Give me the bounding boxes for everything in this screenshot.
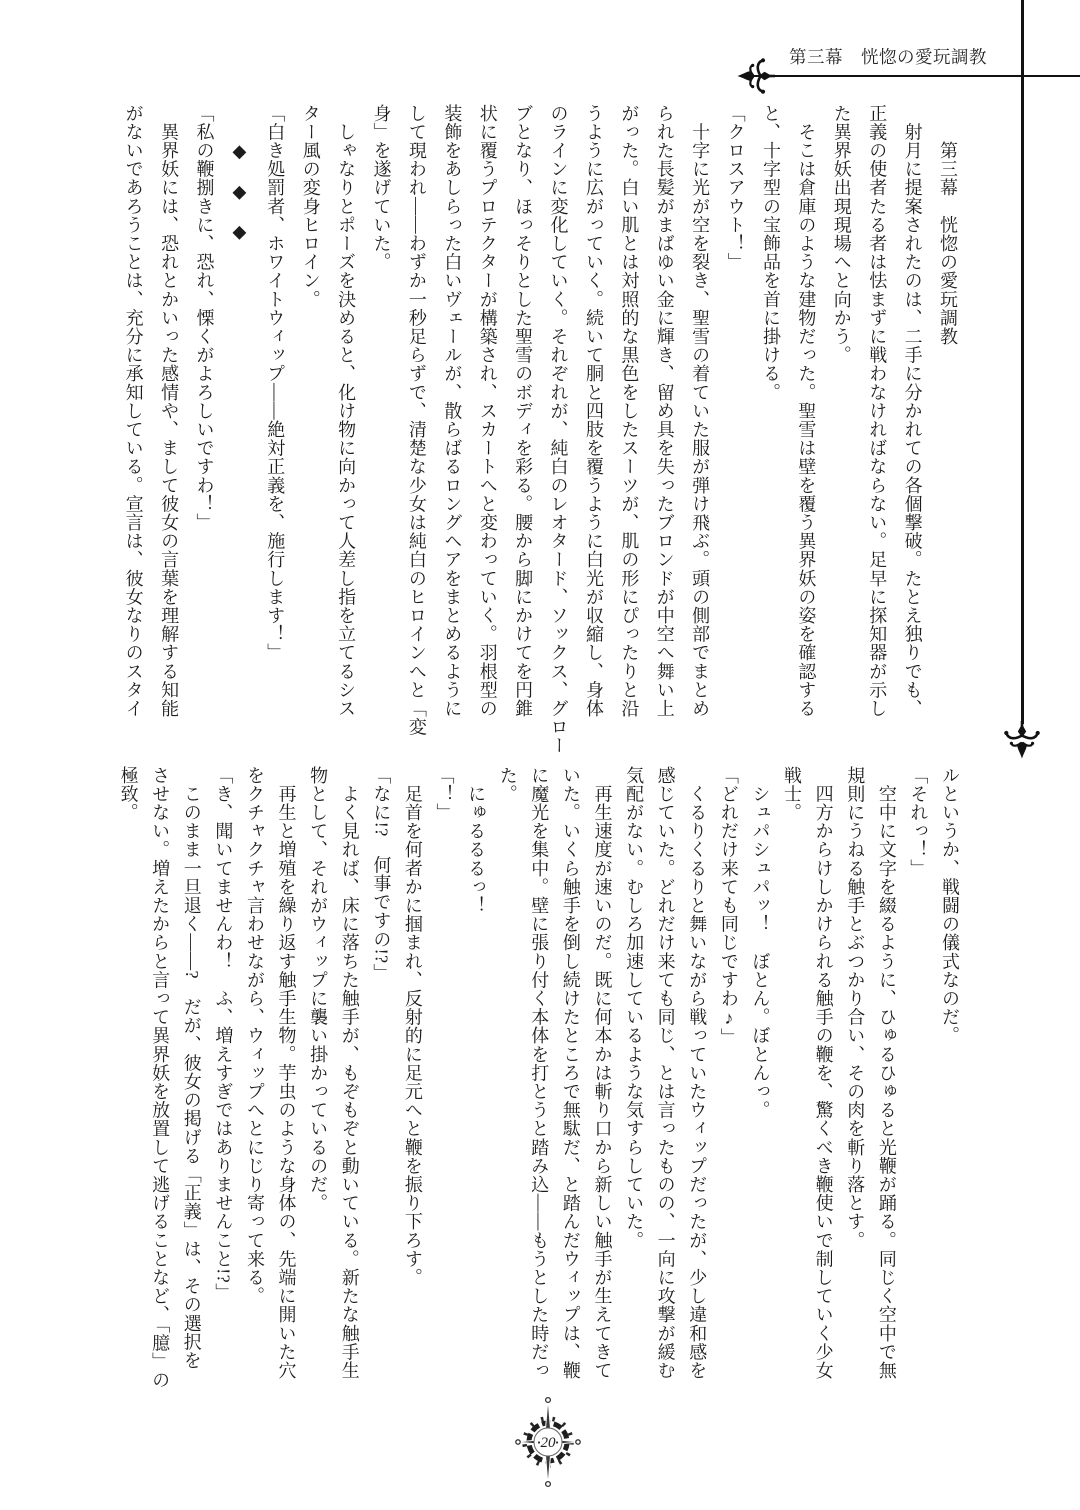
compass-star-icon [510,1396,586,1488]
text-line: に魔光を集中。壁に張り付く本体を打とうと踏み込――もうとした時だっ [529,766,550,1380]
text-line: がないであろうことは、充分に承知している。宣言は、彼女なりのスタイ [123,104,144,718]
text-line: いた。いくら触手を倒し続けたところで無駄だ、と踏んだウィップは、鞭 [560,766,581,1380]
text-line: 射月に提案されたのは、二手に分かれての各個撃破。たとえ独りでも、 [902,104,923,718]
header-rule [752,75,1080,78]
text-line: 物として、それがウィップに襲い掛かっているのだ。 [308,766,329,1213]
text-line: 「白き処罰者、ホワイトウィップ――絶対正義を、施行します！」 [265,104,286,662]
text-line: させない。増えたからと言って異界妖を放置して逃げることなど、「臆」の [150,766,171,1390]
text-line: 足首を何者かに掴まれ、反射的に足元へと鞭を振り下ろす。 [402,766,423,1287]
text-line: くるりくるりと舞いながら戦っていたウィップだったが、少し違和感を [687,766,708,1380]
text-line: た。 [497,766,518,804]
text-line: られた長髪がまばゆい金に輝き、留め具を失ったブロンドが中空へ舞い上 [654,104,675,718]
text-line: 身」を遂げていた。 [371,104,392,272]
text-line: 再生速度が速いのだ。既に何本かは斬り口から新しい触手が生えてきて [592,766,613,1380]
text-line: そこは倉庫のような建物だった。聖雪は壁を覆う異界妖の姿を確認する [796,104,817,718]
text-line: ブとなり、ほっそりとした聖雪のボディを彩る。腰から脚にかけてを円錐 [513,104,534,718]
text-line: しゃなりとポーズを決めると、化け物に向かって人差し指を立てるシス [336,104,357,718]
text-line: 四方からけしかけられる触手の鞭を、驚くべき鞭使いで制していく少女 [813,766,834,1380]
text-line: 十字に光が空を裂き、聖雪の着ていた服が弾け飛ぶ。頭の側部でまとめ [690,104,711,718]
text-line: 第三幕 恍惚の愛玩調教 [938,104,958,346]
text-line: 感じていた。どれだけ来ても同じ、とは言ったものの、一向に攻撃が緩む [655,766,676,1380]
text-line: ルというか、戦闘の儀式なのだ。 [940,766,960,1045]
text-line: 「どれだけ来ても同じですわ♪」 [718,766,739,1047]
text-line: ◆ ◆ ◆ [229,104,250,244]
page-number: 20 [540,1435,556,1451]
text-line: 再生と増殖を繰り返す触手生物。芋虫のような身体の、先端に開いた穴 [276,766,297,1380]
text-line: 「！」 [434,766,455,822]
text-line: 「私の鞭捌きに、恐れ、慄くがよろしいですわ！」 [194,104,215,532]
text-line: して現われ――わずか一秒足らずで、清楚な少女は純白のヒロインへと「変 [406,104,427,737]
header-fleur-ornament-icon [735,56,775,96]
text-line: 状に覆うプロテクターが構築され、スカートへと変わっていく。羽根型の [477,104,498,718]
text-line: と、十字型の宝飾品を首に掛ける。 [760,104,781,402]
text-line: うように広がっていく。続いて胴と四肢を覆うように白光が収縮し、身体 [583,104,604,718]
text-line: がった。白い肌とは対照的な黒色をしたスーツが、肌の形にぴったりと沿 [619,104,640,718]
rule-end-fleur-ornament-icon [1002,721,1042,761]
text-line: をクチャクチャ言わせながら、ウィップへとにじり寄って来る。 [244,766,265,1306]
text-block-bottom [112,766,965,1448]
text-line: 「き、聞いてませんわ！ ふ、増えすぎではありませんこと!?」 [213,766,234,1302]
text-line: このまま一旦退く――? だが、彼女の掲げる「正義」は、その選択を [181,766,202,1370]
text-line: 気配がない。むしろ加速しているような気すらしていた。 [624,766,645,1250]
text-line: 「それっ！」 [908,766,929,878]
text-line: 空中に文字を綴るように、ひゅるひゅると光鞭が踊る。同じく空中で無 [876,766,897,1380]
text-line: 「なに!? 何事ですの!?」 [371,766,392,983]
text-line: ター風の変身ヒロイン。 [300,104,321,309]
text-line: 極致。 [118,766,139,822]
right-margin-rule [1021,0,1024,724]
text-line: 戦士。 [782,766,803,822]
text-line: た異界妖出現現場へと向かう。 [831,104,852,365]
text-line: よく見れば、床に落ちた触手が、もぞもぞと動いている。新たな触手生 [339,766,360,1380]
text-line: のラインに変化していく。それぞれが、純白のレオタード、ソックス、グロー [548,104,569,755]
text-line: 規則にうねる触手とぶつかり合い、その肉を斬り落とす。 [845,766,866,1250]
text-line: 異界妖には、恐れとかいった感情や、まして彼女の言葉を理解する知能 [159,104,180,718]
text-line: にゅるるるっ！ [466,766,487,915]
text-block-top [115,104,965,756]
text-line: 装飾をあしらった白いヴェールが、散らばるロングヘアをまとめるように [442,104,463,718]
running-head-chapter-title: 第三幕 恍惚の愛玩調教 [789,47,987,67]
text-line: 「クロスアウト！」 [725,104,746,272]
page-number-ornament [510,1396,586,1488]
text-line: 正義の使者たる者は怯まずに戦わなければならない。足早に探知器が示し [867,104,888,718]
text-line: シュパシュパッ！ ぼとん。ぼとんっ。 [750,766,771,1120]
